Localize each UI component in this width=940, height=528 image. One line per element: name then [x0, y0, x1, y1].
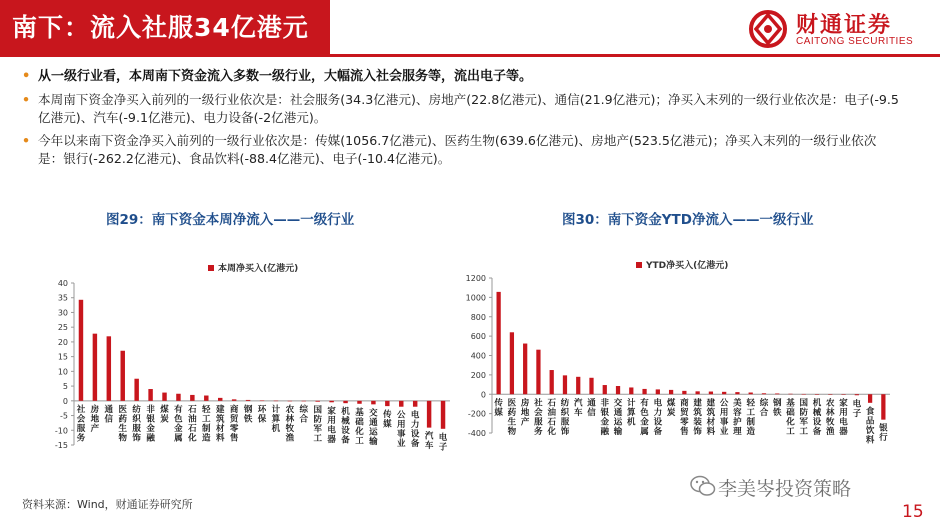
bullet-list [20, 68, 900, 173]
x-tick-label: 社会服务 [534, 398, 543, 437]
x-tick-label: 商贸零售 [680, 398, 689, 437]
bar [79, 300, 83, 401]
x-tick-label: 农林牧渔 [285, 404, 295, 444]
legend-swatch [636, 262, 642, 268]
bar [427, 401, 431, 428]
bar [616, 386, 620, 394]
header-bar [0, 0, 940, 62]
bar [190, 395, 194, 401]
y-tick-label: 1200 [465, 274, 486, 283]
y-tick-label: 200 [470, 370, 486, 380]
x-tick-label: 国防军工 [313, 405, 322, 445]
y-tick-label: 1000 [465, 293, 486, 303]
bar [302, 401, 306, 402]
bullet-item [20, 91, 900, 127]
x-tick-label: 传媒 [494, 398, 503, 418]
x-tick-label: 纺织服饰 [132, 404, 141, 444]
bar [576, 377, 580, 394]
bar [868, 394, 872, 403]
x-tick-label: 食品饮料 [865, 406, 875, 446]
x-tick-label: 房地产 [520, 398, 530, 428]
bar [536, 350, 540, 395]
bar [642, 389, 646, 394]
y-tick-label: 30 [57, 308, 68, 318]
x-tick-label: 轻工制造 [746, 398, 755, 437]
bar [441, 401, 445, 429]
y-tick-label: -5 [60, 411, 68, 421]
page-number: 15 [902, 502, 924, 522]
bar [93, 334, 97, 401]
x-tick-label: 建筑材料 [706, 398, 716, 437]
x-tick-label: 电力设备 [653, 398, 663, 437]
y-tick-label: 25 [57, 323, 68, 333]
x-tick-label: 医药生物 [118, 404, 127, 444]
company-logo [748, 7, 928, 51]
bar [682, 391, 686, 394]
y-tick-label: 20 [57, 337, 68, 347]
bar [669, 390, 673, 394]
x-tick-label: 钢铁 [772, 398, 782, 418]
bar [510, 332, 514, 394]
bullet-text: 今年以来南下资金净买入前列的一级行业依次是：传媒(1056.7亿港元)、医药生物(639.6亿港元)、房地产(523.5亿港元)；净买入末列的一级行业依次是：银行(-262.2亿港元)、食品饮料(-88.4亿港元)、电子(-10.4亿港元)。 [38, 133, 877, 166]
x-tick-label: 电子 [438, 432, 448, 453]
bar [550, 370, 554, 394]
x-tick-label: 汽车 [573, 398, 583, 418]
y-tick-label: 35 [57, 293, 68, 303]
watermark-text: 李美岑投资策略 [718, 478, 852, 500]
bar [246, 400, 250, 401]
x-tick-label: 电力设备 [410, 410, 420, 450]
bar [399, 401, 403, 407]
bar [563, 375, 567, 394]
bar [176, 394, 180, 401]
x-tick-label: 基础化工 [786, 398, 795, 437]
bar [497, 292, 501, 394]
bullet-text: 本周南下资金净买入前列的一级行业依次是：社会服务(34.3亿港元)、房地产(22.8亿港元)、通信(21.9亿港元)；净买入末列的一级行业依次是：电子(-9.5亿港元)、汽车(-9.1亿港元)、电力设备(-2亿港元)。 [38, 92, 899, 125]
bar [589, 378, 593, 394]
bar [218, 398, 222, 401]
bar [603, 385, 607, 394]
bar [855, 394, 859, 395]
bar [134, 379, 138, 401]
bar [881, 394, 885, 419]
y-tick-label: 0 [480, 390, 486, 400]
x-tick-label: 电子 [852, 399, 862, 419]
bar [696, 391, 700, 394]
weekly-inflow-chart [30, 250, 460, 485]
x-tick-label: 建筑材料 [215, 404, 225, 444]
bar [815, 394, 819, 395]
chart-title-right: 图30：南下资金YTD净流入——一级行业 [562, 212, 814, 228]
y-tick-label: -200 [467, 409, 486, 419]
x-tick-label: 公用事业 [397, 410, 406, 450]
bar [357, 401, 361, 404]
x-tick-label: 有色金属 [174, 404, 183, 444]
bullet-dot-icon: • [22, 133, 31, 148]
y-tick-label: 0 [62, 396, 68, 406]
bar [232, 399, 236, 400]
logo-english: CAITONG SECURITIES [796, 36, 914, 47]
bar [523, 344, 527, 395]
bullet-text: 从一级行业看，本周南下资金流入多数一级行业，大幅流入社会服务等，流出电子等。 [38, 69, 533, 84]
x-tick-label: 煤炭 [160, 404, 169, 425]
bar [656, 389, 660, 394]
page-title: 南下：流入社服34亿港元 [12, 13, 309, 42]
y-tick-label: -10 [54, 426, 68, 436]
x-tick-label: 交通运输 [369, 408, 378, 447]
bar [802, 394, 806, 395]
x-tick-label: 环保 [257, 404, 267, 425]
x-tick-label: 钢铁 [243, 404, 253, 425]
caitong-logo-icon [748, 9, 788, 49]
x-tick-label: 石油石化 [188, 404, 197, 444]
bar [329, 401, 333, 402]
bar [841, 394, 845, 395]
legend-label: 本周净买入(亿港元) [218, 264, 299, 274]
y-tick-label: 400 [470, 351, 486, 361]
x-tick-label: 综合 [299, 404, 309, 425]
bullet-dot-icon: • [22, 92, 31, 107]
x-tick-label: 社会服务 [76, 404, 86, 444]
x-tick-label: 有色金属 [640, 398, 649, 437]
logo-chinese: 财通证券 [796, 13, 893, 38]
bar [148, 389, 152, 401]
bar [629, 387, 633, 394]
bar [274, 401, 278, 402]
x-tick-label: 煤炭 [666, 398, 676, 418]
x-tick-label: 房地产 [90, 404, 100, 434]
bar [775, 393, 779, 394]
x-tick-label: 家用电器 [839, 398, 848, 438]
x-tick-label: 传媒 [383, 410, 392, 430]
x-tick-label: 汽车 [424, 431, 434, 452]
x-tick-label: 轻工制造 [202, 404, 211, 444]
x-tick-label: 公用事业 [719, 398, 729, 437]
bar [315, 401, 319, 402]
x-tick-label: 石油石化 [547, 398, 556, 437]
x-tick-label: 纺织服饰 [560, 398, 570, 437]
bar [204, 396, 208, 401]
bar [385, 401, 389, 406]
x-tick-label: 计算机 [271, 404, 281, 434]
x-tick-label: 农林牧渔 [826, 398, 835, 438]
bullet-dot-icon: • [22, 69, 31, 84]
bullet-item [20, 68, 900, 86]
ytd-inflow-chart [460, 250, 900, 485]
y-tick-label: -15 [54, 441, 68, 450]
wechat-icon [690, 474, 716, 498]
bullet-item [20, 132, 900, 168]
x-tick-label: 机械设备 [341, 407, 350, 446]
bar [762, 393, 766, 394]
y-tick-label: 800 [470, 312, 486, 322]
x-tick-label: 银行 [879, 423, 888, 444]
x-tick-label: 交通运输 [613, 398, 623, 437]
bar [121, 351, 125, 401]
chart-title-left: 图29：南下资金本周净流入——一级行业 [106, 212, 355, 228]
bar [107, 336, 111, 401]
y-tick-label: 600 [470, 332, 486, 342]
y-tick-label: 5 [62, 382, 68, 392]
bar [828, 394, 832, 395]
bar [735, 392, 739, 394]
x-tick-label: 通信 [104, 404, 114, 425]
x-tick-label: 商贸零售 [229, 404, 239, 444]
x-tick-label: 美容护理 [733, 398, 742, 437]
header-divider [0, 54, 940, 57]
title-block [0, 0, 330, 54]
y-tick-label: 15 [57, 352, 68, 362]
bar [709, 392, 713, 395]
x-tick-label: 机械设备 [812, 398, 822, 437]
legend-label: YTD净买入(亿港元) [646, 261, 729, 271]
bar [288, 401, 292, 402]
bar [343, 401, 347, 403]
x-tick-label: 国防军工 [799, 398, 809, 437]
x-tick-label: 家用电器 [327, 406, 336, 445]
bar [260, 401, 264, 402]
x-tick-label: 非银金融 [600, 398, 610, 437]
x-tick-label: 计算机 [627, 398, 636, 428]
y-tick-label: -400 [467, 429, 486, 438]
bar [722, 392, 726, 394]
legend-swatch [208, 265, 214, 271]
y-tick-label: 10 [57, 367, 68, 377]
x-tick-label: 建筑装饰 [693, 398, 702, 437]
bar [749, 393, 753, 395]
x-tick-label: 通信 [587, 398, 596, 418]
bar [162, 393, 166, 401]
y-tick-label: 40 [57, 279, 68, 288]
source-note: 资料来源：Wind，财通证券研究所 [22, 498, 193, 511]
x-tick-label: 非银金融 [146, 404, 155, 444]
x-tick-label: 医药生物 [507, 398, 517, 437]
bar [371, 401, 375, 405]
x-tick-label: 基础化工 [355, 407, 364, 447]
bar [788, 394, 792, 395]
x-tick-label: 综合 [759, 398, 769, 418]
bar [413, 401, 417, 407]
